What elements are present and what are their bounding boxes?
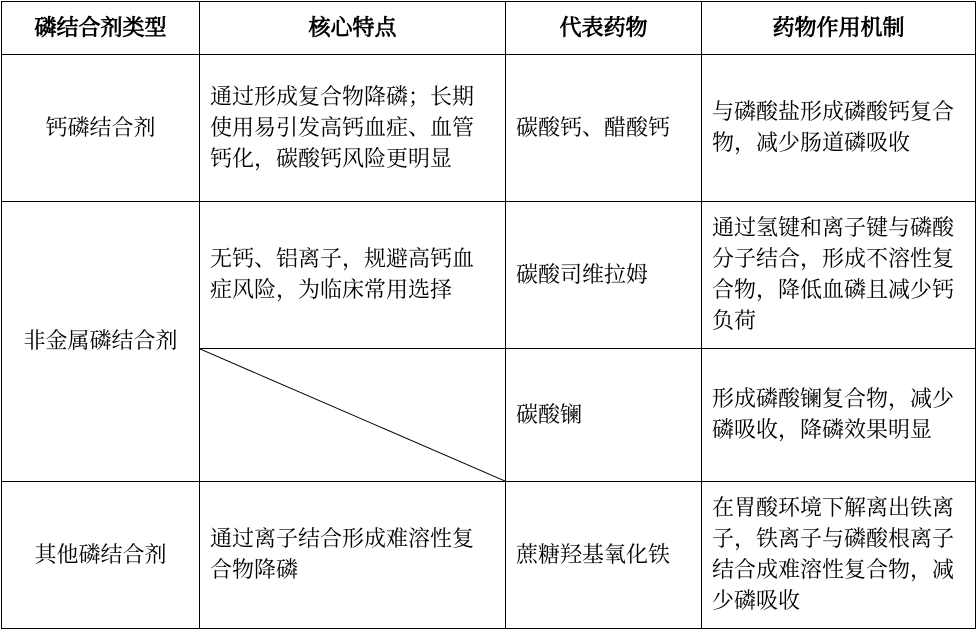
table-row xyxy=(2,482,976,629)
cell-mechanism: 形成磷酸镧复合物，减少磷吸收，降磷效果明显 xyxy=(702,349,976,482)
cell-feature: 通过离子结合形成难溶性复合物降磷 xyxy=(200,482,506,629)
header-drug: 代表药物 xyxy=(506,2,702,55)
cell-feature: 通过形成复合物降磷；长期使用易引发高钙血症、血管钙化，碳酸钙风险更明显 xyxy=(200,55,506,202)
cell-drug: 碳酸镧 xyxy=(506,349,702,482)
empty-diagonal-cell xyxy=(200,349,506,482)
header-feature: 核心特点 xyxy=(200,2,506,55)
table-row xyxy=(2,202,976,349)
cell-feature: 无钙、铝离子，规避高钙血症风险，为临床常用选择 xyxy=(200,202,506,349)
header-mechanism: 药物作用机制 xyxy=(702,2,976,55)
header-row xyxy=(2,2,976,55)
cell-drug: 蔗糖羟基氧化铁 xyxy=(506,482,702,629)
cell-mechanism: 在胃酸环境下解离出铁离子，铁离子与磷酸根离子结合成难溶性复合物，减少磷吸收 xyxy=(702,482,976,629)
cell-type: 非金属磷结合剂 xyxy=(2,202,200,482)
cell-mechanism: 通过氢键和离子键与磷酸分子结合，形成不溶性复合物，降低血磷且减少钙负荷 xyxy=(702,202,976,349)
phosphate-binder-table xyxy=(1,1,976,629)
table-row xyxy=(2,55,976,202)
header-type: 磷结合剂类型 xyxy=(2,2,200,55)
cell-drug: 碳酸钙、醋酸钙 xyxy=(506,55,702,202)
diagonal-line xyxy=(200,349,505,481)
cell-drug: 碳酸司维拉姆 xyxy=(506,202,702,349)
cell-type: 其他磷结合剂 xyxy=(2,482,200,629)
cell-mechanism: 与磷酸盐形成磷酸钙复合物，减少肠道磷吸收 xyxy=(702,55,976,202)
cell-type: 钙磷结合剂 xyxy=(2,55,200,202)
